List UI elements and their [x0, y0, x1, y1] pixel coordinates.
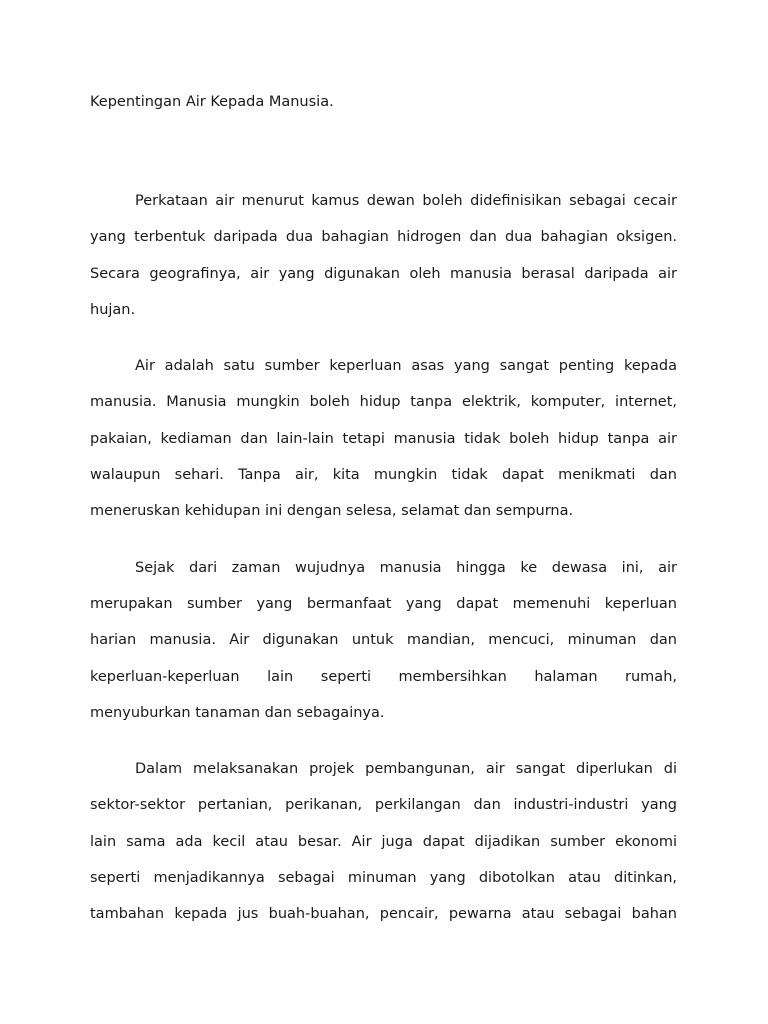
text-line: Sejak dari zaman wujudnya manusia hingga ke dewasa ini, air: [135, 559, 677, 576]
text-line: walaupun sehari. Tanpa air, kita mungkin tidak dapat menikmati dan: [90, 467, 677, 484]
text-line: seperti menjadikannya sebagai minuman yang dibotolkan atau ditinkan,: [90, 870, 677, 887]
text-line: keperluan-keperluan lain seperti membersihkan halaman rumah,: [90, 668, 677, 685]
text-line: sektor-sektor pertanian, perikanan, perkilangan dan industri-industri yang: [90, 797, 677, 814]
paragraph-3: [90, 554, 677, 735]
text-line: pakaian, kediaman dan lain-lain tetapi manusia tidak boleh hidup tanpa air: [90, 430, 677, 447]
text-line: Dalam melaksanakan projek pembangunan, air sangat diperlukan di: [135, 761, 677, 778]
text-line: merupakan sumber yang bermanfaat yang dapat memenuhi keperluan: [90, 595, 677, 612]
text-line: Air adalah satu sumber keperluan asas yang sangat penting kepada: [135, 358, 677, 375]
text-line: manusia. Manusia mungkin boleh hidup tanpa elektrik, komputer, internet,: [90, 394, 677, 411]
paragraph-2: [90, 352, 677, 533]
text-line: hujan.: [90, 301, 136, 318]
paragraph-1: [90, 187, 677, 332]
text-line: Perkataan air menurut kamus dewan boleh didefinisikan sebagai cecair: [135, 193, 677, 209]
text-line: meneruskan kehidupan ini dengan selesa, selamat dan sempurna.: [90, 503, 574, 520]
text-line: Secara geografinya, air yang digunakan oleh manusia berasal daripada air: [90, 265, 677, 282]
text-line: yang terbentuk daripada dua bahagian hidrogen dan dua bahagian oksigen.: [90, 229, 677, 246]
text-line: tambahan kepada jus buah-buahan, pencair, pewarna atau sebagai bahan: [90, 906, 677, 923]
text-line: menyuburkan tanaman dan sebagainya.: [90, 704, 385, 721]
text-line: harian manusia. Air digunakan untuk mandian, mencuci, minuman dan: [90, 632, 677, 649]
text-line: lain sama ada kecil atau besar. Air juga dapat dijadikan sumber ekonomi: [90, 833, 677, 850]
paragraph-4: [90, 755, 677, 936]
document-title: Kepentingan Air Kepada Manusia.: [90, 94, 334, 110]
document-body: [90, 187, 677, 957]
